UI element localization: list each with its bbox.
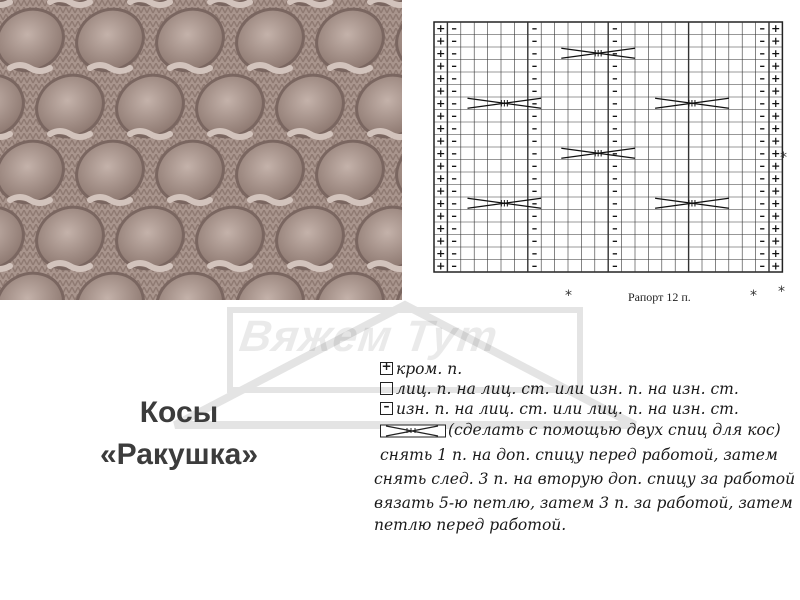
- edge-stitch-symbol: +: [771, 84, 781, 98]
- purl-symbol: –: [531, 221, 538, 235]
- edge-stitch-symbol: +: [436, 71, 446, 85]
- purl-symbol: –: [759, 171, 766, 185]
- purl-symbol: –: [759, 234, 766, 248]
- edge-stitch-symbol: +: [771, 46, 781, 60]
- edge-stitch-symbol: +: [771, 196, 781, 210]
- legend-line-7: петлю перед работой.: [374, 516, 567, 534]
- edge-stitch-symbol: +: [436, 134, 446, 148]
- purl-symbol: –: [612, 121, 618, 135]
- purl-symbol: –: [451, 84, 457, 98]
- edge-stitch-symbol: +: [436, 109, 446, 123]
- title-line-2: «Ракушка»: [99, 438, 259, 471]
- edge-stitch-symbol: +: [771, 134, 781, 148]
- purl-symbol: –: [759, 221, 766, 235]
- purl-symbol: –: [612, 209, 618, 223]
- purl-symbol: –: [759, 134, 766, 148]
- watermark-text: Вяжем Тут: [236, 312, 502, 361]
- purl-symbol: –: [759, 184, 766, 198]
- purl-symbol: –: [451, 246, 457, 260]
- purl-symbol: –: [612, 159, 618, 173]
- edge-stitch-symbol: +: [436, 34, 446, 48]
- purl-symbol: –: [531, 246, 538, 260]
- edge-stitch-symbol: +: [771, 21, 781, 35]
- purl-symbol: –: [612, 109, 618, 123]
- legend-purl: – изн. п. на лиц. ст. или лиц. п. на изн. ст.: [380, 400, 739, 418]
- purl-symbol: –: [612, 34, 618, 48]
- chart-grid: [420, 8, 800, 298]
- purl-symbol: –: [451, 146, 457, 160]
- purl-symbol: –: [451, 34, 457, 48]
- title-line-1: Косы: [139, 396, 219, 429]
- asterisk-marker: *: [565, 288, 572, 304]
- edge-stitch-symbol: +: [771, 121, 781, 135]
- purl-symbol: –: [451, 184, 457, 198]
- legend-line-5: снять след. 3 п. на вторую доп. спицу за работой: [374, 470, 796, 488]
- purl-symbol: –: [451, 171, 457, 185]
- purl-symbol: –: [451, 59, 457, 73]
- purl-symbol: –: [531, 109, 538, 123]
- asterisk-marker: *: [780, 150, 787, 166]
- edge-stitch-symbol: +: [436, 196, 446, 210]
- legend-line-4: снять 1 п. на доп. спицу перед работой, затем: [380, 446, 778, 464]
- purl-symbol: –: [612, 59, 618, 73]
- rapport-label: Рапорт 12 п.: [628, 290, 691, 304]
- purl-symbol: –: [531, 71, 538, 85]
- plus-box-icon: +: [381, 359, 392, 373]
- edge-stitch-symbol: +: [771, 159, 781, 173]
- purl-symbol: –: [759, 196, 766, 210]
- minus-box-icon: –: [380, 402, 393, 415]
- purl-symbol: –: [612, 196, 618, 210]
- purl-symbol: –: [451, 96, 457, 110]
- purl-symbol: –: [759, 96, 766, 110]
- knitted-swatch-photo: [0, 0, 402, 300]
- purl-symbol: –: [612, 21, 618, 35]
- edge-stitch-symbol: +: [771, 184, 781, 198]
- edge-stitch-symbol: +: [436, 259, 446, 273]
- purl-symbol: –: [531, 84, 538, 98]
- edge-stitch-symbol: +: [436, 171, 446, 185]
- empty-box-icon: [380, 382, 393, 395]
- purl-symbol: –: [531, 196, 538, 210]
- purl-symbol: –: [759, 121, 766, 135]
- purl-symbol: –: [759, 209, 766, 223]
- purl-symbol: –: [759, 21, 766, 35]
- edge-stitch-symbol: +: [436, 121, 446, 135]
- purl-symbol: –: [759, 46, 766, 60]
- purl-symbol: –: [612, 259, 618, 273]
- purl-symbol: –: [451, 71, 457, 85]
- purl-symbol: –: [759, 146, 766, 160]
- edge-stitch-symbol: +: [436, 184, 446, 198]
- purl-symbol: –: [531, 159, 538, 173]
- purl-symbol: –: [531, 146, 538, 160]
- purl-symbol: –: [612, 171, 618, 185]
- purl-symbol: –: [531, 184, 538, 198]
- edge-stitch-symbol: +: [771, 96, 781, 110]
- purl-symbol: –: [612, 71, 618, 85]
- purl-symbol: –: [759, 59, 766, 73]
- edge-stitch-symbol: +: [771, 34, 781, 48]
- purl-symbol: –: [451, 46, 457, 60]
- purl-symbol: –: [531, 121, 538, 135]
- purl-symbol: –: [451, 109, 457, 123]
- purl-symbol: –: [451, 209, 457, 223]
- legend-line-6: вязать 5-ю петлю, затем 3 п. за работой, затем: [374, 494, 793, 512]
- purl-symbol: –: [451, 234, 457, 248]
- purl-symbol: –: [612, 234, 618, 248]
- purl-symbol: –: [451, 121, 457, 135]
- purl-symbol: –: [451, 134, 457, 148]
- purl-symbol: –: [451, 21, 457, 35]
- edge-stitch-symbol: +: [436, 46, 446, 60]
- asterisk-marker: *: [750, 288, 757, 304]
- purl-symbol: –: [759, 246, 766, 260]
- edge-stitch-symbol: +: [436, 21, 446, 35]
- edge-stitch-symbol: +: [436, 209, 446, 223]
- edge-stitch-symbol: +: [771, 221, 781, 235]
- purl-symbol: –: [612, 146, 618, 160]
- purl-symbol: –: [612, 184, 618, 198]
- purl-symbol: –: [759, 34, 766, 48]
- purl-symbol: –: [451, 159, 457, 173]
- purl-symbol: –: [759, 159, 766, 173]
- edge-stitch-symbol: +: [436, 146, 446, 160]
- purl-symbol: –: [531, 234, 538, 248]
- edge-stitch-symbol: +: [436, 159, 446, 173]
- chart-legend: [374, 358, 800, 536]
- edge-stitch-symbol: +: [436, 221, 446, 235]
- purl-symbol: –: [612, 96, 618, 110]
- purl-symbol: –: [759, 109, 766, 123]
- purl-symbol: –: [451, 196, 457, 210]
- purl-symbol: –: [612, 46, 618, 60]
- purl-symbol: –: [531, 59, 538, 73]
- purl-symbol: –: [531, 46, 538, 60]
- purl-symbol: –: [612, 246, 618, 260]
- purl-symbol: –: [759, 84, 766, 98]
- cable-pattern-image: [0, 0, 402, 300]
- purl-symbol: –: [531, 96, 538, 110]
- edge-stitch-symbol: +: [436, 234, 446, 248]
- purl-symbol: –: [451, 221, 457, 235]
- legend-cable: (сделать с помощью двух спиц для кос): [380, 421, 781, 439]
- purl-symbol: –: [612, 134, 618, 148]
- cable-cross-icon: [380, 424, 446, 438]
- legend-edge: + крoм. п.: [381, 359, 463, 378]
- edge-stitch-symbol: +: [771, 146, 781, 160]
- purl-symbol: –: [531, 259, 538, 273]
- purl-symbol: –: [531, 21, 538, 35]
- purl-symbol: –: [531, 209, 538, 223]
- knitting-chart: [420, 8, 800, 308]
- edge-stitch-symbol: +: [436, 246, 446, 260]
- edge-stitch-symbol: +: [436, 96, 446, 110]
- purl-symbol: –: [612, 221, 618, 235]
- edge-stitch-symbol: +: [771, 109, 781, 123]
- edge-stitch-symbol: +: [436, 59, 446, 73]
- edge-stitch-symbol: +: [436, 84, 446, 98]
- page-title: [64, 392, 294, 476]
- purl-symbol: –: [612, 84, 618, 98]
- legend-knit: лиц. п. на лиц. ст. или изн. п. на изн. ст.: [380, 380, 739, 398]
- edge-stitch-symbol: +: [771, 259, 781, 273]
- edge-stitch-symbol: +: [771, 246, 781, 260]
- purl-symbol: –: [759, 259, 766, 273]
- edge-stitch-symbol: +: [771, 59, 781, 73]
- asterisk-marker: *: [778, 284, 785, 300]
- edge-stitch-symbol: +: [771, 234, 781, 248]
- edge-stitch-symbol: +: [771, 71, 781, 85]
- purl-symbol: –: [451, 259, 457, 273]
- edge-stitch-symbol: +: [771, 171, 781, 185]
- purl-symbol: –: [531, 134, 538, 148]
- purl-symbol: –: [531, 171, 538, 185]
- edge-stitch-symbol: +: [771, 209, 781, 223]
- purl-symbol: –: [759, 71, 766, 85]
- purl-symbol: –: [531, 34, 538, 48]
